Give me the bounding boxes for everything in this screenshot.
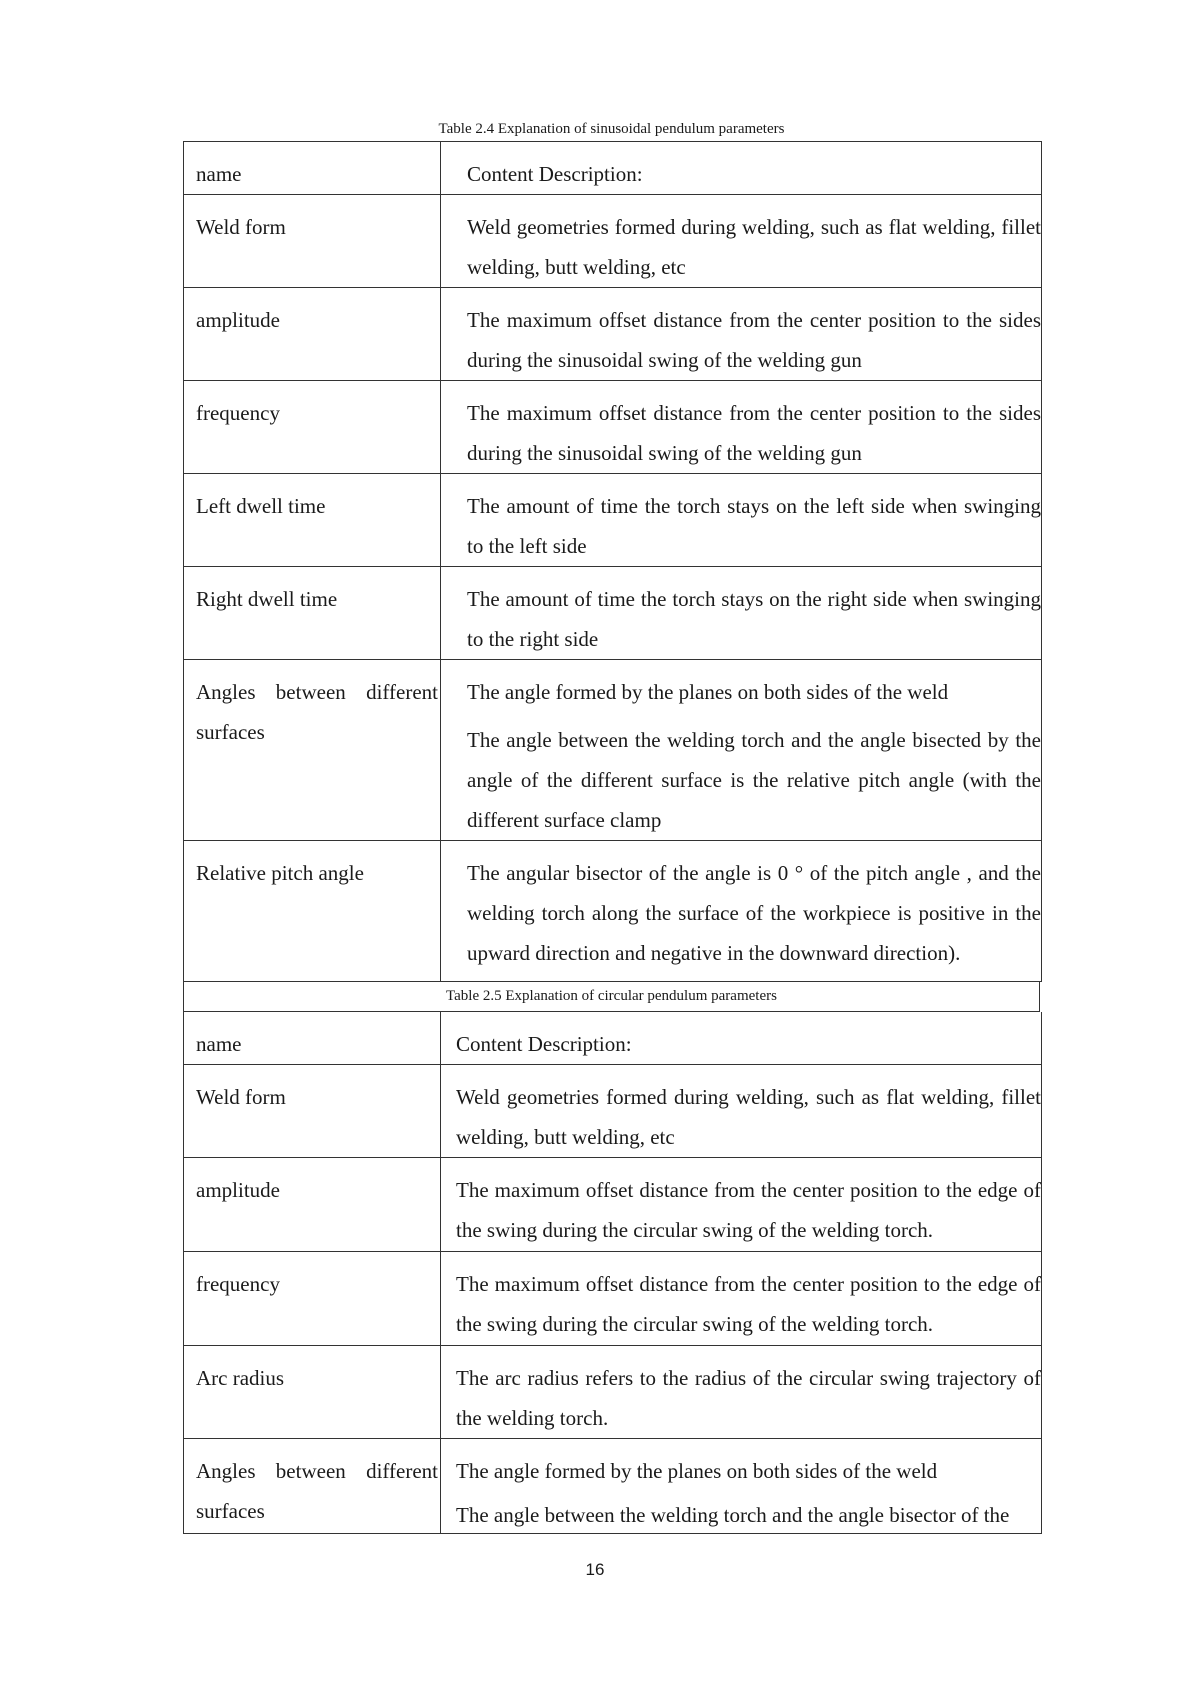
cell-description: The angle formed by the planes on both sides of the weld The angle between the welding torch and the angle bisected by the angle of the different surface is the relative pitch angle (with the different surface clamp — [467, 680, 1041, 832]
cell-description: The angle formed by the planes on both sides of the weld The angle between the welding torch and the angle bisector of the — [456, 1459, 1010, 1527]
table-caption-row — [183, 982, 1040, 1012]
table-row — [184, 1158, 1041, 1252]
page-number: 16 — [585, 1560, 605, 1579]
table-header-row — [184, 141, 1041, 195]
cell-description: The maximum offset distance from the center position to the sides during the sinusoidal swing of the welding gun — [467, 308, 1041, 372]
table-row — [184, 474, 1041, 567]
cell-name: frequency — [184, 381, 441, 473]
table-row — [184, 567, 1041, 660]
table-caption: Table 2.5 Explanation of circular pendulum parameters — [446, 988, 777, 1004]
cell-description: The amount of time the torch stays on the right side when swinging to the right side — [467, 587, 1041, 651]
cell-description: Weld geometries formed during welding, such as flat welding, fillet welding, butt welding, etc — [467, 215, 1041, 279]
cell-description: The maximum offset distance from the center position to the sides during the sinusoidal swing of the welding gun — [467, 401, 1041, 465]
table-row — [184, 841, 1041, 982]
cell-name: amplitude — [184, 288, 441, 380]
cell-description: Weld geometries formed during welding, such as flat welding, fillet welding, butt welding, etc — [456, 1085, 1041, 1149]
table-header-row — [184, 1012, 1041, 1065]
header-cell-description: Content Description: — [467, 162, 643, 186]
cell-name: Arc radius — [184, 1346, 441, 1438]
header-cell-name: name — [184, 142, 441, 194]
table-sinusoidal-parameters — [183, 141, 1042, 982]
cell-name: Angles between different surfaces — [184, 660, 441, 840]
table-row — [184, 1065, 1041, 1158]
header-cell-name: name — [184, 1012, 441, 1064]
cell-name: Right dwell time — [184, 567, 441, 659]
table-caption: Table 2.4 Explanation of sinusoidal pendulum parameters — [438, 121, 785, 137]
header-cell-description: Content Description: — [456, 1032, 632, 1056]
table-row — [184, 1346, 1041, 1439]
cell-name: Weld form — [184, 1065, 441, 1157]
cell-name: Left dwell time — [184, 474, 441, 566]
cell-name: Relative pitch angle — [184, 841, 441, 981]
table-row — [184, 1252, 1041, 1346]
table-circular-parameters — [183, 1012, 1042, 1534]
cell-description: The arc radius refers to the radius of the circular swing trajectory of the welding torch. — [456, 1366, 1041, 1430]
table-row — [184, 288, 1041, 381]
table-row — [184, 195, 1041, 288]
cell-name: Angles between different surfaces — [184, 1439, 441, 1533]
cell-name: Weld form — [184, 195, 441, 287]
table-row — [184, 381, 1041, 474]
table-row — [184, 1439, 1041, 1534]
cell-name: frequency — [184, 1252, 441, 1345]
table-row — [184, 660, 1041, 841]
cell-description: The maximum offset distance from the center position to the edge of the swing during the circular swing of the welding torch. — [456, 1178, 1041, 1242]
cell-description: The angular bisector of the angle is 0 ° of the pitch angle , and the welding torch along the surface of the workpiece is positive in the upward direction and negative in the downward direction). — [467, 861, 1041, 965]
cell-description: The amount of time the torch stays on the left side when swinging to the left side — [467, 494, 1041, 558]
cell-name: amplitude — [184, 1158, 441, 1251]
cell-description: The maximum offset distance from the center position to the edge of the swing during the circular swing of the welding torch. — [456, 1272, 1041, 1336]
